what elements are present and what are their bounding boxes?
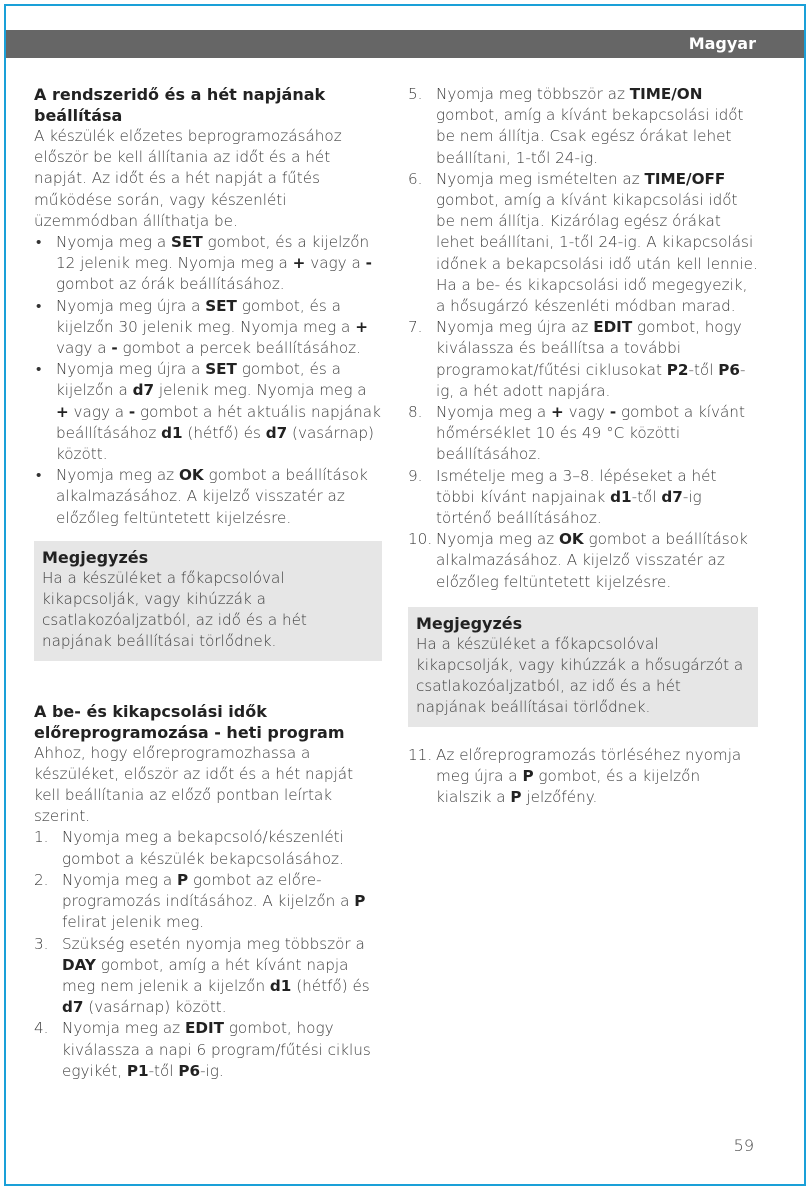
list-item: 7. Nyomja meg újra az EDIT gombot, hogy kiválassza és beállítsa a további programokat/fűtési ciklusokat P2-től P6-ig, a hét adott napjára. bbox=[408, 318, 746, 400]
note-box bbox=[34, 541, 382, 661]
section-title-weekly-program: A be- és kikapcsolási idők előreprogramozása - heti program bbox=[34, 701, 345, 742]
note-text: Ha a készüléket a főkapcsolóval kikapcsolják, vagy kihúzzák a csatlakozóaljzatból, az idő és a hét napjának beállításai törlődnek. bbox=[42, 568, 307, 651]
right-column bbox=[408, 84, 758, 808]
step-list bbox=[408, 745, 758, 809]
list-item: 4. Nyomja meg az EDIT gombot, hogy kiválassza a napi 6 program/fűtési ciklus egyikét, P1-től P6-ig. bbox=[34, 1019, 371, 1080]
language-header bbox=[6, 30, 804, 58]
list-item: 3. Szükség esetén nyomja meg többször a DAY gombot, amíg a hét kívánt napja meg nem jelenik a kijelzőn d1 (hétfő) és d7 (vasárnap) között. bbox=[34, 934, 370, 1017]
bullet-list bbox=[34, 232, 382, 529]
list-item: 11. Az előreprogramozás törléséhez nyomja meg újra a P gombot, és a kijelzőn kialszik a P jelzőfény. bbox=[408, 745, 742, 807]
language-label: Magyar bbox=[688, 34, 756, 53]
section-title-system-time: A rendszeridő és a hét napjának beállítása bbox=[34, 85, 326, 125]
step-list bbox=[34, 827, 382, 1081]
page-number: 59 bbox=[733, 1136, 754, 1155]
list-item: • Nyomja meg újra a SET gombot, és a kijelzőn a d7 jelenik meg. Nyomja meg a + vagy a - gombot a hét aktuális napjának beállításához d1 (hétfő) és d7 (vasárnap) között. bbox=[34, 359, 382, 465]
list-item: 2. Nyomja meg a P gombot az előre-programozás indításához. A kijelzőn a P felirat jelenik meg. bbox=[34, 870, 366, 932]
note-title: Megjegyzés bbox=[416, 613, 523, 633]
section-intro: A készülék előzetes beprogramozásához először be kell állítania az időt és a hét napját. Az időt és a hét napját a fűtés működése során, vagy készenléti üzemmódban állíthatja be. bbox=[34, 127, 342, 230]
list-item: • Nyomja meg az OK gombot a beállítások alkalmazásához. A kijelző visszatér az előzőleg feltüntetett kijelzésre. bbox=[34, 465, 382, 529]
list-item: • Nyomja meg a SET gombot, és a kijelzőn 12 jelenik meg. Nyomja meg a + vagy a - gombot az órák beállításához. bbox=[34, 232, 382, 296]
section-intro: Ahhoz, hogy előreprogramozhassa a készüléket, először az időt és a hét napját kell beállítania az előző pontban leírtak szerint. bbox=[34, 743, 354, 826]
left-column bbox=[34, 84, 382, 1082]
list-item: 9. Ismételje meg a 3–8. lépéseket a hét többi kívánt napjainak d1-től d7-ig történő beállításához. bbox=[408, 466, 717, 528]
list-item: • Nyomja meg újra a SET gombot, és a kijelzőn 30 jelenik meg. Nyomja meg a + vagy a - gombot a percek beállításához. bbox=[34, 296, 382, 360]
note-title: Megjegyzés bbox=[42, 547, 149, 567]
list-item: 10. Nyomja meg az OK gombot a beállítások alkalmazásához. A kijelző visszatér az előzőleg feltüntetett kijelzésre. bbox=[408, 530, 748, 591]
list-item: 1. Nyomja meg a bekapcsoló/készenléti gombot a készülék bekapcsolásához. bbox=[34, 828, 344, 868]
list-item: 8. Nyomja meg a + vagy - gombot a kívánt hőmérséklet 10 és 49 °C közötti beállításához. bbox=[408, 403, 745, 464]
step-list bbox=[408, 84, 758, 593]
list-item: 6. Nyomja meg ismételten az TIME/OFF gombot, amíg a kívánt kikapcsolási időt be nem állítja. Kizárólag egész órákat lehet beállítani, 1-től 24-ig. A kikapcsolási időnek a bekapcsolási idő után kell lennie. Ha a be- és kikapcsolási idő megegyezik, a hősugárzó készenléti módban marad. bbox=[408, 169, 758, 316]
list-item: 5. Nyomja meg többször az TIME/ON gombot, amíg a kívánt bekapcsolási időt be nem állítja. Csak egész órákat lehet beállítani, 1-től 24-ig. bbox=[408, 85, 744, 167]
note-box bbox=[408, 607, 758, 727]
note-text: Ha a készüléket a főkapcsolóval kikapcsolják, vagy kihúzzák a hősugárzót a csatlakozóaljzatból, az idő és a hét napjának beállításai törlődnek. bbox=[416, 634, 744, 717]
